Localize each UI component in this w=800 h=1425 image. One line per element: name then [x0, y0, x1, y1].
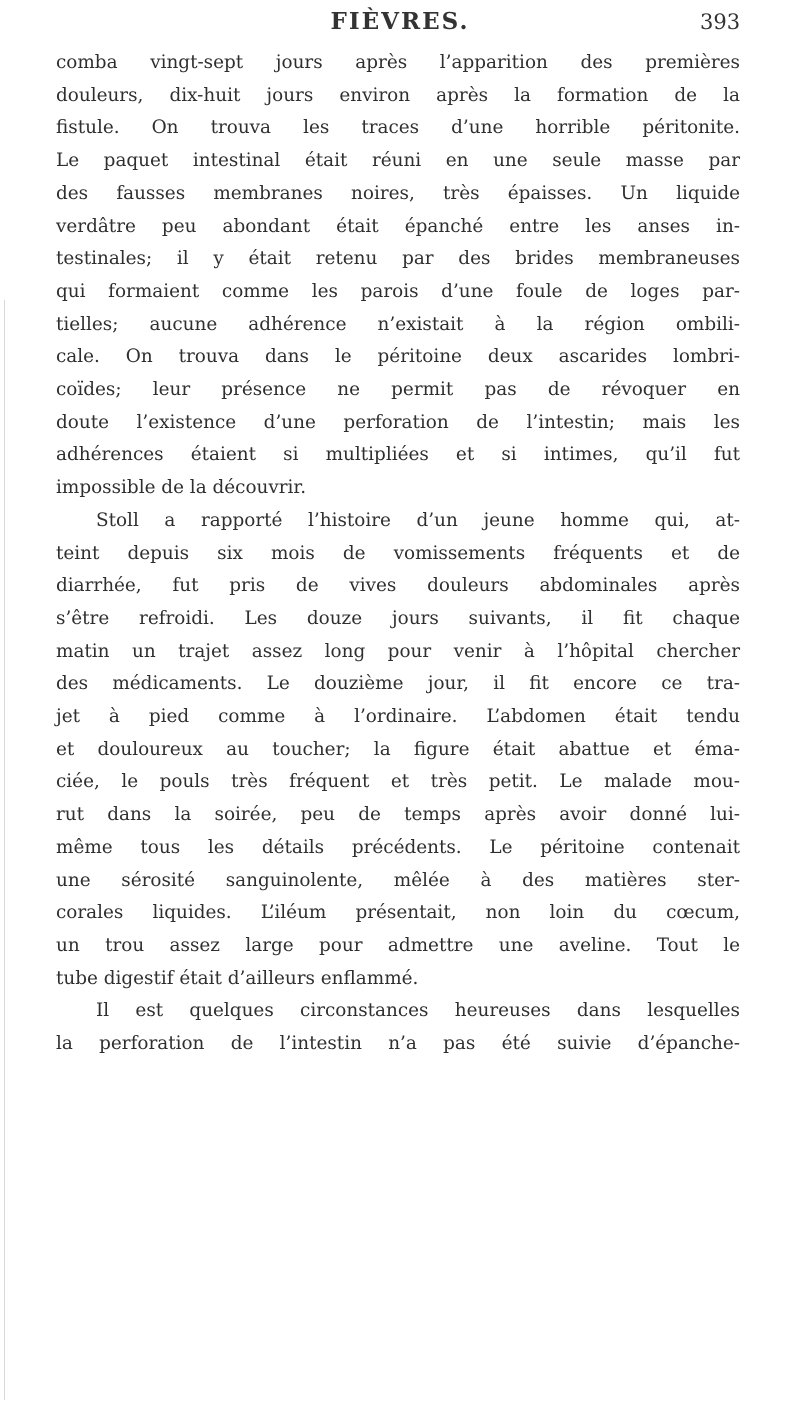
text-line-paragraph-start: Il est quelques circonstances heureuses dans lesquelles	[96, 1000, 740, 1022]
text-line: jet à pied comme à l’ordinaire. L’abdomen était tendu	[56, 706, 740, 727]
text-line: comba vingt-sept jours après l’apparition des premières	[56, 52, 740, 73]
text-line: qui formaient comme les parois d’une foule de loges par-	[56, 280, 740, 302]
text-line: rut dans la soirée, peu de temps après avoir donné lui-	[56, 804, 740, 826]
text-line: Le paquet intestinal était réuni en une seule masse par	[56, 150, 740, 172]
text-line: et douloureux au toucher; la figure était abattue et éma-	[56, 738, 740, 760]
text-line: des médicaments. Le douzième jour, il fit encore ce tra-	[56, 673, 740, 695]
text-line: un trou assez large pour admettre une aveline. Tout le	[56, 934, 740, 956]
text-line: même tous les détails précédents. Le péritoine contenait	[56, 836, 740, 858]
text-line: coïdes; leur présence ne permit pas de révoquer en	[56, 379, 740, 400]
text-line: adhérences étaient si multipliées et si intimes, qu’il fut	[56, 444, 740, 466]
page-edge-shadow	[4, 300, 5, 1400]
text-line: teint depuis six mois de vomissements fréquents et de	[56, 542, 740, 564]
text-line: diarrhée, fut pris de vives douleurs abdominales après	[56, 575, 740, 597]
text-line: verdâtre peu abondant était épanché entre les anses in-	[56, 215, 740, 237]
text-line: cale. On trouva dans le péritoine deux ascarides lombri-	[56, 346, 740, 368]
running-title: FIÈVRES.	[330, 8, 470, 35]
text-line: des fausses membranes noires, très épaisses. Un liquide	[56, 182, 740, 204]
text-line: fistule. On trouva les traces d’une horrible péritonite.	[56, 117, 740, 139]
page-number: 393	[700, 10, 741, 34]
text-line: tielles; aucune adhérence n’existait à la région ombili-	[56, 313, 740, 335]
text-line: doute l’existence d’une perforation de l’intestin; mais les	[56, 411, 740, 433]
text-line-paragraph-end: impossible de la découvrir.	[56, 477, 307, 499]
text-line: corales liquides. L’iléum présentait, non loin du cœcum,	[56, 902, 740, 924]
text-line: une sérosité sanguinolente, mêlée à des matières ster-	[56, 869, 740, 891]
text-line: matin un trajet assez long pour venir à l’hôpital chercher	[56, 640, 740, 662]
text-line: douleurs, dix-huit jours environ après la formation de la	[56, 84, 740, 106]
page-header	[0, 6, 800, 46]
text-line: testinales; il y était retenu par des brides membraneuses	[56, 248, 740, 270]
text-line-paragraph-end: tube digestif était d’ailleurs enflammé.	[56, 967, 419, 989]
text-line: la perforation de l’intestin n’a pas été suivie d’épanche-	[56, 1033, 740, 1054]
text-line: s’être refroidi. Les douze jours suivants, il fit chaque	[56, 607, 740, 629]
text-line-paragraph-start: Stoll a rapporté l’histoire d’un jeune homme qui, at-	[96, 509, 740, 531]
text-line: ciée, le pouls très fréquent et très petit. Le malade mou-	[56, 771, 740, 793]
